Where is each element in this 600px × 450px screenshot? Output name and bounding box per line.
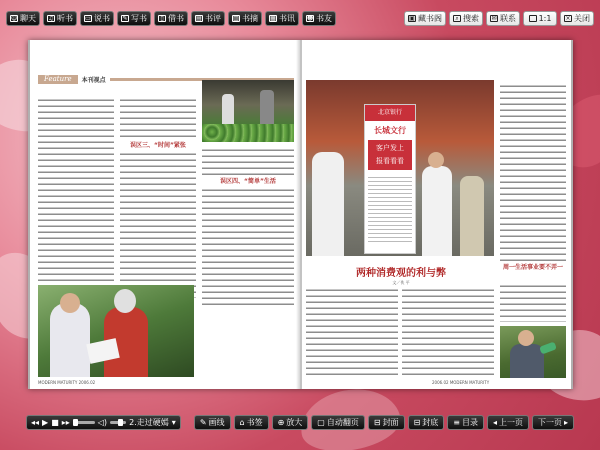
auto-flip-button[interactable]: ▢ 自动翻页 — [311, 415, 365, 430]
cover-button[interactable]: ⊟ 封面 — [368, 415, 405, 430]
listen-book-button[interactable]: ♫ 听书 — [43, 11, 77, 26]
photo-man-right-head — [428, 152, 444, 168]
elderly-couple-photo — [38, 285, 194, 377]
right-page[interactable] — [302, 40, 571, 389]
banner-fineprint — [368, 174, 412, 244]
draw-icon: ✎ — [199, 417, 207, 427]
photo-figure — [222, 94, 234, 124]
text-column-2 — [120, 98, 196, 298]
pen-icon: ✎ — [122, 14, 128, 22]
friends-icon: ☻ — [307, 14, 314, 22]
top-toolbar-right — [404, 11, 594, 26]
prev-arrow-icon: ◂ — [492, 417, 497, 427]
bank-brand: 长城文行 — [374, 126, 406, 135]
book-news-button[interactable]: ▦ 书讯 — [265, 11, 299, 26]
top-toolbar-left — [6, 11, 336, 26]
close-button[interactable]: × 关闭 — [560, 11, 594, 26]
page-icon — [529, 15, 537, 22]
volume-icon[interactable]: ◁) — [97, 417, 108, 427]
zoom-icon: ⊕ — [277, 417, 285, 427]
book-icon: ▯ — [158, 15, 166, 22]
write-book-button[interactable]: ✎ 写书 — [117, 11, 151, 26]
library-icon: ▣ — [409, 14, 415, 22]
prev-page-button[interactable]: ◂ 上一页 — [487, 415, 529, 430]
toc-icon: ≡ — [453, 417, 460, 427]
borrow-book-button[interactable]: ▯ 借书 — [154, 11, 188, 26]
track-dropdown-icon[interactable]: ▾ — [171, 417, 176, 427]
next-arrow-icon: ▸ — [563, 417, 568, 427]
text-column-3 — [202, 148, 294, 368]
side-column — [500, 84, 566, 274]
vegetable-market-photo — [202, 80, 294, 142]
photo-man — [50, 303, 90, 377]
photo-man-right — [422, 166, 452, 256]
left-page[interactable] — [30, 40, 300, 389]
section-caption: 本刊视点 — [81, 76, 106, 84]
volume-slider[interactable] — [110, 421, 126, 424]
photo-man-far — [460, 176, 484, 256]
book-friends-button[interactable]: ☻ 书友 — [302, 11, 336, 26]
autoflip-icon: ▢ — [317, 417, 325, 427]
tell-book-button[interactable]: ▭ 说书 — [80, 11, 114, 26]
side-column-lower — [500, 284, 566, 322]
book-excerpt-button[interactable]: ▥ 书摘 — [228, 11, 262, 26]
photo-vegetables — [202, 124, 294, 142]
page-indicator: 1:1 — [523, 11, 557, 26]
progress-knob[interactable] — [73, 419, 78, 426]
progress-slider[interactable] — [73, 421, 95, 424]
search-icon: ⌕ — [453, 15, 461, 22]
top-toolbar — [0, 0, 600, 36]
left-page-footer: MODERN MATURITY 2006.02 — [38, 380, 96, 385]
side-subhead: 周一生活事业要不弄一 — [502, 264, 563, 271]
reading-tools — [194, 415, 574, 430]
section-tag: Feature — [38, 75, 78, 84]
play-icon[interactable]: ▶ — [42, 417, 49, 427]
article-title: 两种消费观的利与弊 — [356, 268, 446, 279]
back-cover-button[interactable]: ⊟ 封底 — [408, 415, 445, 430]
photo-woman-head — [518, 330, 534, 346]
book-viewer — [28, 40, 573, 389]
news-icon: ▦ — [270, 14, 276, 22]
close-icon: × — [565, 14, 571, 22]
bottom-toolbar — [0, 410, 600, 434]
contact-button[interactable]: ✉ 联系 — [486, 11, 520, 26]
stop-icon[interactable]: ■ — [51, 417, 59, 427]
chat-button[interactable]: ☺ 聊天 — [6, 11, 40, 26]
excerpt-icon: ▥ — [233, 14, 239, 22]
photo-bottle — [539, 342, 557, 355]
banner-line: 报看看看 — [376, 157, 404, 165]
draw-line-button[interactable]: ✎ 画线 — [194, 415, 231, 430]
article-column-2 — [402, 288, 494, 376]
banner-line: 客户发上 — [376, 144, 404, 152]
cover-icon: ⊟ — [373, 417, 381, 427]
photo-man-head — [60, 293, 80, 313]
bank-promotion-photo — [306, 80, 494, 256]
bookmark-icon: ⌂ — [239, 417, 245, 427]
subhead-time: 误区三、“时间”紧张 — [130, 142, 186, 149]
search-button[interactable]: ⌕ 搜索 — [449, 11, 483, 26]
track-title: 2.走过硬嫣 — [129, 417, 169, 427]
speech-icon: ▭ — [85, 14, 91, 22]
woman-with-bottle-photo — [500, 326, 566, 378]
bookmark-button[interactable]: ⌂ 书签 — [234, 415, 269, 430]
playback-controls — [26, 415, 181, 430]
text-column-1 — [38, 98, 114, 298]
volume-knob[interactable] — [118, 419, 123, 426]
chat-icon: ☺ — [11, 14, 18, 22]
subhead-simple: 误区四、“简单”生活 — [220, 178, 276, 185]
contact-icon: ✉ — [491, 14, 497, 22]
bank-banner — [364, 104, 416, 254]
photo-figure — [260, 90, 274, 124]
photo-man-left — [312, 152, 344, 256]
book-review-button[interactable]: ▤ 书评 — [191, 11, 225, 26]
toc-button[interactable]: ≡ 目录 — [447, 415, 484, 430]
library-button[interactable]: ▣ 藏书阁 — [404, 11, 446, 26]
back-cover-icon: ⊟ — [413, 417, 421, 427]
right-page-footer: 2006.02 MODERN MATURITY — [432, 380, 490, 385]
rewind-icon[interactable]: ◂◂ — [31, 417, 40, 427]
article-column-1 — [306, 288, 398, 376]
photo-woman-head — [114, 289, 136, 313]
bank-logo-bar: 北京银行 — [365, 105, 415, 121]
headphones-icon: ♫ — [48, 14, 54, 22]
article-byline: 文／佚 平 — [392, 280, 410, 285]
comment-icon: ▤ — [196, 14, 202, 22]
zoom-button[interactable]: ⊕ 放大 — [272, 415, 309, 430]
next-page-button[interactable]: 下一页 ▸ — [532, 415, 574, 430]
forward-icon[interactable]: ▸▸ — [61, 417, 70, 427]
audio-player — [26, 415, 181, 430]
bank-red-panel — [368, 140, 412, 170]
